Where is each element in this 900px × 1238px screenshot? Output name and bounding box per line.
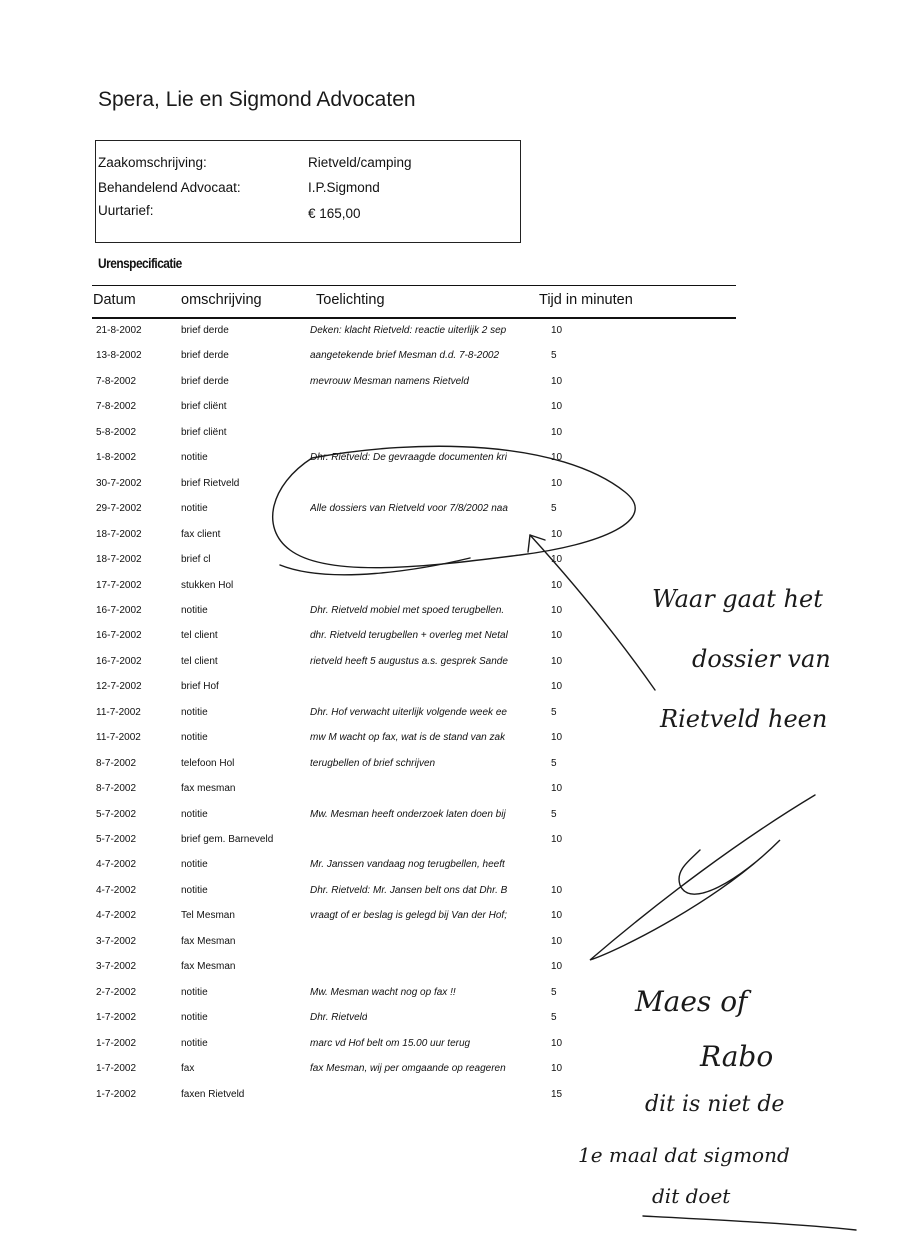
- cell-note: Alle dossiers van Rietveld voor 7/8/2002 naa: [310, 503, 508, 515]
- cell-note: Deken: klacht Rietveld: reactie uiterlijk 2 sep: [310, 325, 507, 336]
- cell-note: mevrouw Mesman namens Rietveld: [310, 375, 469, 387]
- cell-description: brief cliënt: [181, 401, 227, 413]
- cell-description: notitie: [181, 452, 208, 464]
- cell-description: fax Mesman: [181, 935, 236, 947]
- table-row: [0, 834, 900, 854]
- cell-description: notitie: [181, 884, 208, 896]
- cell-note: aangetekende brief Mesman d.d. 7-8-2002: [310, 350, 500, 362]
- cell-date: 4-7-2002: [96, 910, 137, 922]
- table-row: [0, 350, 900, 370]
- cell-date: 29-7-2002: [96, 503, 142, 515]
- table-row: [0, 783, 900, 803]
- cell-time: 10: [551, 579, 563, 591]
- cell-time: 10: [551, 783, 563, 795]
- cell-note: Mw. Mesman heeft onderzoek laten doen bij: [310, 808, 506, 820]
- cell-time: 10: [551, 375, 563, 387]
- cell-date: 5-7-2002: [96, 808, 137, 820]
- cell-date: 7-8-2002: [96, 375, 137, 387]
- cell-date: 1-7-2002: [96, 1063, 137, 1074]
- cell-time: 15: [551, 1088, 563, 1100]
- table-row: [0, 936, 900, 956]
- cell-note: Dhr. Rietveld: De gevraagde documenten kri: [310, 452, 507, 464]
- cell-time: 10: [551, 655, 563, 667]
- cell-date: 1-7-2002: [96, 1037, 137, 1049]
- cell-date: 1-8-2002: [96, 452, 137, 464]
- table-row: [0, 325, 900, 345]
- header-time: Tijd in minuten: [539, 292, 633, 308]
- cell-description: notitie: [181, 986, 208, 998]
- cell-description: Tel Mesman: [181, 910, 235, 922]
- cell-date: 16-7-2002: [96, 605, 142, 616]
- handwritten-note-line-5: Rabo: [700, 1040, 774, 1073]
- cell-description: brief derde: [181, 350, 229, 362]
- cell-description: notitie: [181, 503, 208, 515]
- cell-date: 5-7-2002: [96, 834, 137, 845]
- cell-date: 16-7-2002: [96, 655, 142, 667]
- cell-description: notitie: [181, 859, 208, 871]
- cell-time: 10: [551, 528, 563, 540]
- cell-note: Dhr. Rietveld mobiel met spoed terugbellen.: [310, 605, 505, 616]
- table-row: [0, 503, 900, 523]
- cell-time: 10: [551, 630, 563, 642]
- cell-time: 5: [551, 503, 557, 515]
- handwritten-note-line-1: Waar gaat het: [652, 585, 823, 613]
- cell-description: notitie: [181, 605, 208, 616]
- table-row: [0, 478, 900, 498]
- case-label-rate: Uurtarief:: [98, 203, 154, 218]
- table-row: [0, 885, 900, 905]
- cell-time: 10: [551, 884, 563, 896]
- cell-description: stukken Hol: [181, 579, 234, 591]
- cell-note: marc vd Hof belt om 15.00 uur terug: [310, 1037, 471, 1049]
- cell-time: 10: [551, 401, 563, 413]
- cell-note: vraagt of er beslag is gelegd bij Van der Hof;: [310, 910, 507, 922]
- cell-description: brief Rietveld: [181, 477, 240, 489]
- cell-time: 5: [551, 757, 557, 769]
- cell-description: brief derde: [181, 375, 229, 387]
- table-row: [0, 401, 900, 421]
- cell-date: 13-8-2002: [96, 350, 142, 362]
- header-description: omschrijving: [181, 292, 262, 308]
- table-row: [0, 910, 900, 930]
- cell-note: terugbellen of brief schrijven: [310, 757, 436, 769]
- case-label-description: Zaakomschrijving:: [98, 155, 207, 170]
- cell-date: 2-7-2002: [96, 986, 137, 998]
- case-info-box: [95, 140, 521, 243]
- cell-description: notitie: [181, 1037, 208, 1049]
- handwritten-note-line-2: dossier van: [692, 645, 831, 673]
- table-row: [0, 376, 900, 396]
- section-title: Urenspecificatie: [98, 255, 182, 271]
- header-note: Toelichting: [316, 292, 385, 308]
- cell-date: 4-7-2002: [96, 859, 137, 871]
- cell-date: 5-8-2002: [96, 426, 137, 438]
- case-value-description: Rietveld/camping: [308, 155, 412, 170]
- table-row: [0, 809, 900, 829]
- table-top-rule: [92, 285, 736, 286]
- cell-date: 21-8-2002: [96, 325, 142, 336]
- cell-date: 18-7-2002: [96, 528, 142, 540]
- cell-note: Dhr. Rietveld: [310, 1012, 368, 1024]
- cell-date: 18-7-2002: [96, 554, 142, 565]
- cell-note: Mr. Janssen vandaag nog terugbellen, heeft: [310, 859, 505, 871]
- cell-date: 16-7-2002: [96, 630, 142, 642]
- cell-description: brief derde: [181, 325, 229, 336]
- table-row: [0, 961, 900, 981]
- cell-description: telefoon Hol: [181, 757, 235, 769]
- cell-time: 10: [551, 554, 563, 565]
- cell-note: Dhr. Rietveld: Mr. Jansen belt ons dat Dhr. B: [310, 884, 508, 896]
- table-row: [0, 554, 900, 574]
- cell-time: 10: [551, 477, 563, 489]
- cell-date: 8-7-2002: [96, 757, 137, 769]
- handwritten-note-line-7: 1e maal dat sigmond: [578, 1143, 790, 1167]
- case-value-lawyer: I.P.Sigmond: [308, 180, 380, 195]
- cell-date: 30-7-2002: [96, 477, 142, 489]
- case-label-lawyer: Behandelend Advocaat:: [98, 180, 241, 195]
- handwritten-note-line-8: dit doet: [652, 1184, 731, 1208]
- cell-description: brief Hof: [181, 681, 219, 693]
- cell-description: faxen Rietveld: [181, 1088, 245, 1100]
- cell-description: fax Mesman: [181, 961, 236, 973]
- cell-description: notitie: [181, 732, 208, 744]
- cell-time: 10: [551, 935, 563, 947]
- cell-date: 3-7-2002: [96, 935, 137, 947]
- cell-time: 5: [551, 808, 557, 820]
- cell-date: 8-7-2002: [96, 783, 137, 795]
- cell-time: 5: [551, 350, 557, 362]
- cell-date: 4-7-2002: [96, 884, 137, 896]
- table-row: [0, 859, 900, 879]
- cell-time: 10: [551, 325, 563, 336]
- handwritten-note-line-3: Rietveld heen: [660, 705, 828, 733]
- cell-description: fax mesman: [181, 783, 236, 795]
- cell-date: 3-7-2002: [96, 961, 137, 973]
- handwritten-note-line-6: dit is niet de: [645, 1092, 785, 1117]
- cell-time: 10: [551, 1063, 563, 1074]
- cell-note: Mw. Mesman wacht nog op fax !!: [310, 986, 456, 998]
- cell-time: 5: [551, 706, 557, 718]
- table-row: [0, 732, 900, 752]
- table-row: [0, 758, 900, 778]
- cell-description: fax client: [181, 528, 221, 540]
- table-row: [0, 529, 900, 549]
- firm-title: Spera, Lie en Sigmond Advocaten: [98, 88, 416, 111]
- table-row: [0, 1012, 900, 1032]
- cell-date: 1-7-2002: [96, 1012, 137, 1024]
- cell-date: 7-8-2002: [96, 401, 137, 413]
- cell-time: 10: [551, 426, 563, 438]
- cell-description: fax: [181, 1063, 195, 1074]
- cell-time: 10: [551, 452, 563, 464]
- cell-description: brief gem. Barneveld: [181, 834, 274, 845]
- handwritten-note-line-4: Maes of: [635, 985, 748, 1018]
- cell-date: 17-7-2002: [96, 579, 142, 591]
- cell-note: Dhr. Hof verwacht uiterlijk volgende week ee: [310, 706, 507, 718]
- cell-description: notitie: [181, 706, 208, 718]
- cell-time: 10: [551, 732, 563, 744]
- cell-description: tel client: [181, 630, 218, 642]
- cell-note: fax Mesman, wij per omgaande op reageren: [310, 1063, 506, 1074]
- cell-time: 10: [551, 910, 563, 922]
- table-row: [0, 452, 900, 472]
- cell-description: notitie: [181, 1012, 208, 1024]
- cell-description: brief cl: [181, 554, 211, 565]
- cell-date: 12-7-2002: [96, 681, 142, 693]
- cell-date: 1-7-2002: [96, 1088, 137, 1100]
- cell-description: notitie: [181, 808, 208, 820]
- table-header-rule: [92, 317, 736, 319]
- cell-note: rietveld heeft 5 augustus a.s. gesprek Sande: [310, 655, 508, 667]
- header-date: Datum: [93, 292, 136, 308]
- table-row: [0, 427, 900, 447]
- cell-date: 11-7-2002: [96, 732, 141, 744]
- cell-time: 5: [551, 1012, 557, 1024]
- cell-time: 5: [551, 986, 557, 998]
- cell-description: tel client: [181, 655, 218, 667]
- cell-note: mw M wacht op fax, wat is de stand van zak: [310, 732, 506, 744]
- table-row: [0, 987, 900, 1007]
- cell-time: 10: [551, 605, 563, 616]
- cell-note: dhr. Rietveld terugbellen + overleg met Netal: [310, 630, 508, 642]
- cell-time: 10: [551, 681, 563, 693]
- cell-time: 10: [551, 834, 563, 845]
- table-row: [0, 681, 900, 701]
- cell-time: 10: [551, 1037, 563, 1049]
- case-value-rate: € 165,00: [308, 206, 361, 221]
- cell-date: 11-7-2002: [96, 706, 141, 718]
- cell-description: brief cliënt: [181, 426, 227, 438]
- cell-time: 10: [551, 961, 563, 973]
